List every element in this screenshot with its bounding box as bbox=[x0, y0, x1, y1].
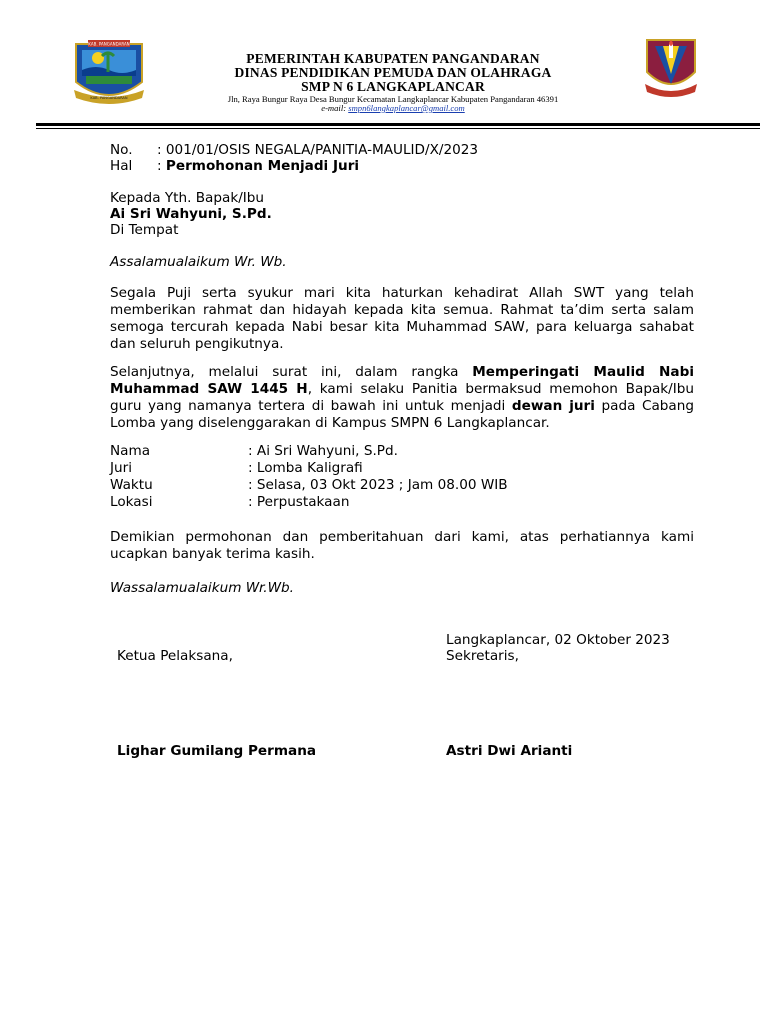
recipient-line-1: Kepada Yth. Bapak/Ibu bbox=[110, 190, 265, 206]
email-label: e-mail: bbox=[321, 103, 347, 113]
hal-row bbox=[157, 158, 359, 175]
para2-role: dewan juri bbox=[511, 398, 595, 414]
left-logo-top-text: KAB. PANGANDARAN bbox=[88, 41, 130, 47]
email-link[interactable]: smpn6langkaplancar@gmail.com bbox=[348, 103, 465, 113]
para2-part-c: , kami selaku Panitia bermaksud memohon Bapak/Ibu guru yang namanya tertera di bawah ini untuk menjadi bbox=[110, 381, 694, 414]
paragraph-1: Segala Puji serta syukur mari kita haturkan kehadirat Allah SWT yang telah memberikan rahmat dan hidayah kepada kita semua. Rahmat ta’dim serta salam semoga tercurah kepada Nabi besar kita Muhammad SAW, para keluarga sahabat dan seluruh pengikutnya. bbox=[110, 285, 694, 352]
no-label: No. bbox=[110, 142, 133, 158]
hal-label: Hal bbox=[110, 158, 133, 174]
left-logo-bottom-text: KAB. PANGANDARAN bbox=[90, 96, 128, 100]
no-value: : 001/01/OSIS NEGALA/PANITIA-MAULID/X/2023 bbox=[157, 142, 479, 158]
signer-right-role: Sekretaris, bbox=[446, 648, 519, 664]
detail-label-lokasi: Lokasi bbox=[110, 494, 153, 510]
detail-label-nama: Nama bbox=[110, 443, 151, 459]
detail-value-waktu: : Selasa, 03 Okt 2023 ; Jam 08.00 WIB bbox=[248, 477, 508, 493]
header-divider-thick bbox=[36, 123, 760, 126]
header-line-1: PEMERINTAH KABUPATEN PANGANDARAN bbox=[246, 51, 540, 66]
closing-greeting: Wassalamualaikum Wr.Wb. bbox=[110, 580, 295, 596]
signer-right-name: Astri Dwi Arianti bbox=[446, 743, 573, 759]
para2-event: Memperingati Maulid Nabi Muhammad SAW 1445 H bbox=[110, 364, 694, 397]
detail-value-lokasi: : Perpustakaan bbox=[248, 494, 350, 510]
hal-value: Permohonan Menjadi Juri bbox=[165, 158, 360, 174]
header-address: Jln, Raya Bungur Raya Desa Bungur Kecamatan Langkaplancar Kabupaten Pangandaran 46391 bbox=[227, 94, 559, 104]
recipient-place: Di Tempat bbox=[110, 222, 179, 238]
detail-value-nama: : Ai Sri Wahyuni, S.Pd. bbox=[248, 443, 398, 459]
para2-part-e: pada Cabang Lomba yang diselenggarakan di Kampus SMPN 6 Langkaplancar. bbox=[110, 398, 694, 431]
place-date: Langkaplancar, 02 Oktober 2023 bbox=[446, 632, 670, 648]
header-line-3: SMP N 6 LANGKAPLANCAR bbox=[301, 79, 485, 94]
detail-label-juri: Juri bbox=[110, 460, 132, 476]
opening-greeting: Assalamualaikum Wr. Wb. bbox=[110, 254, 287, 270]
signer-left-name: Lighar Gumilang Permana bbox=[117, 743, 317, 759]
closing-paragraph: Demikian permohonan dan pemberitahuan dari kami, atas perhatiannya kami ucapkan banyak terima kasih. bbox=[110, 529, 694, 562]
recipient-name: Ai Sri Wahyuni, S.Pd. bbox=[110, 206, 272, 222]
school-emblem-icon bbox=[641, 36, 701, 100]
paragraph-2 bbox=[110, 364, 694, 432]
hal-colon: : bbox=[157, 158, 166, 174]
pangandaran-regency-emblem-icon bbox=[68, 38, 150, 106]
header-email-row bbox=[150, 103, 636, 113]
signer-left-role: Ketua Pelaksana, bbox=[117, 648, 233, 664]
detail-value-juri: : Lomba Kaligrafi bbox=[248, 460, 363, 476]
header-divider-thin bbox=[36, 128, 760, 129]
header-line-2: DINAS PENDIDIKAN PEMUDA DAN OLAHRAGA bbox=[234, 65, 552, 80]
detail-label-waktu: Waktu bbox=[110, 477, 153, 493]
para2-part-a: Selanjutnya, melalui surat ini, dalam rangka bbox=[110, 364, 473, 380]
